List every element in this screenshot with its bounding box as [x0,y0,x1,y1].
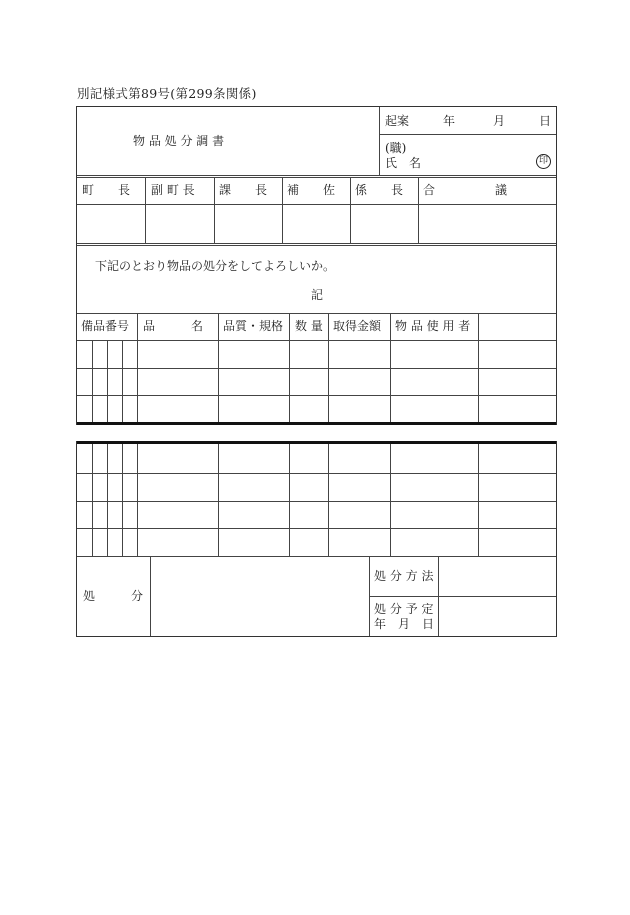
approval-bottom-rule-double [77,245,556,246]
disposal-schedule-label: 処 分 予 定 [374,602,434,616]
approval-bottom-rule [77,243,556,244]
table-col-divider [390,444,391,556]
table-col-divider [137,313,138,422]
disposal-form-lower [76,441,557,637]
item-number-subcol [107,444,108,556]
col-header-quantity: 数 量 [295,319,323,333]
table-header-top-rule [77,313,556,314]
page-break-bar-top [77,422,556,425]
header-divider [379,134,556,135]
seal-mark-icon: 印 [536,154,551,169]
disposal-label: 処 分 [83,589,144,603]
form-title [133,134,323,148]
day-label: 日 [539,114,552,128]
table-col-divider [289,313,290,422]
table-row-rule [77,501,556,502]
form-caption: 別記様式第89号(第299条関係) [77,86,257,101]
drafted-label: 起案 [385,114,410,128]
approval-col-mayor [82,183,140,197]
record-label: 記 [311,288,324,302]
disposal-content-divider [369,556,370,636]
col-header-item-name: 品 名 [143,319,204,333]
table-col-divider [328,444,329,556]
table-header-bottom-rule [77,340,556,341]
form-title-text: 物 品 処 分 調 書 [133,134,225,148]
approval-col-assistant: 補 佐 [287,183,336,197]
header-vertical-divider [379,107,380,175]
approval-label: 町 長 [82,183,131,197]
approval-col-divider [350,177,351,243]
table-col-divider [289,444,290,556]
disposal-value-divider [438,556,439,636]
year-label: 年 [443,114,456,128]
statement-text: 下記のとおり物品の処分をしてよろしいか。 [95,259,336,273]
header-bottom-rule [77,175,556,176]
table-row-rule [77,528,556,529]
disposal-form-upper [76,106,557,425]
item-number-subcol [92,340,93,422]
table-col-divider [478,444,479,556]
col-header-item-number: 備品番号 [81,319,130,333]
table-row-rule [77,395,556,396]
approval-col-divider [214,177,215,243]
approval-col-consultation: 合 議 [423,183,508,197]
approval-col-subsection-chief: 係 長 [355,183,404,197]
col-header-item-user: 物 品 使 用 者 [395,319,471,333]
page-break-bar-bottom [77,441,556,444]
table-col-divider [137,444,138,556]
approval-col-divider [418,177,419,243]
col-header-quality-spec: 品質・規格 [223,319,284,333]
table-col-divider [478,313,479,422]
approval-col-section-chief: 課 長 [219,183,268,197]
month-label: 月 [493,114,506,128]
col-header-acquisition-amount: 取得金額 [333,319,382,333]
item-number-subcol [107,340,108,422]
table-row-rule [77,368,556,369]
approval-col-divider [282,177,283,243]
header-bottom-rule-double [77,177,556,178]
table-col-divider [218,444,219,556]
disposal-method-label: 処 分 方 法 [374,569,434,583]
approval-col-divider [145,177,146,243]
table-col-divider [218,313,219,422]
item-number-subcol [122,444,123,556]
disposal-label-divider [150,556,151,636]
approval-label-rule [77,204,556,205]
position-label: (職) [385,141,407,155]
disposal-method-divider [369,596,556,597]
approval-col-deputy-mayor: 副 町 長 [151,183,195,197]
table-col-divider [328,313,329,422]
table-row-rule [77,473,556,474]
item-number-subcol [122,340,123,422]
item-number-subcol [92,444,93,556]
table-bottom-rule [77,556,556,557]
disposal-schedule-date-label: 年 月 日 [374,617,435,631]
table-col-divider [390,313,391,422]
name-label: 氏 名 [385,156,422,170]
